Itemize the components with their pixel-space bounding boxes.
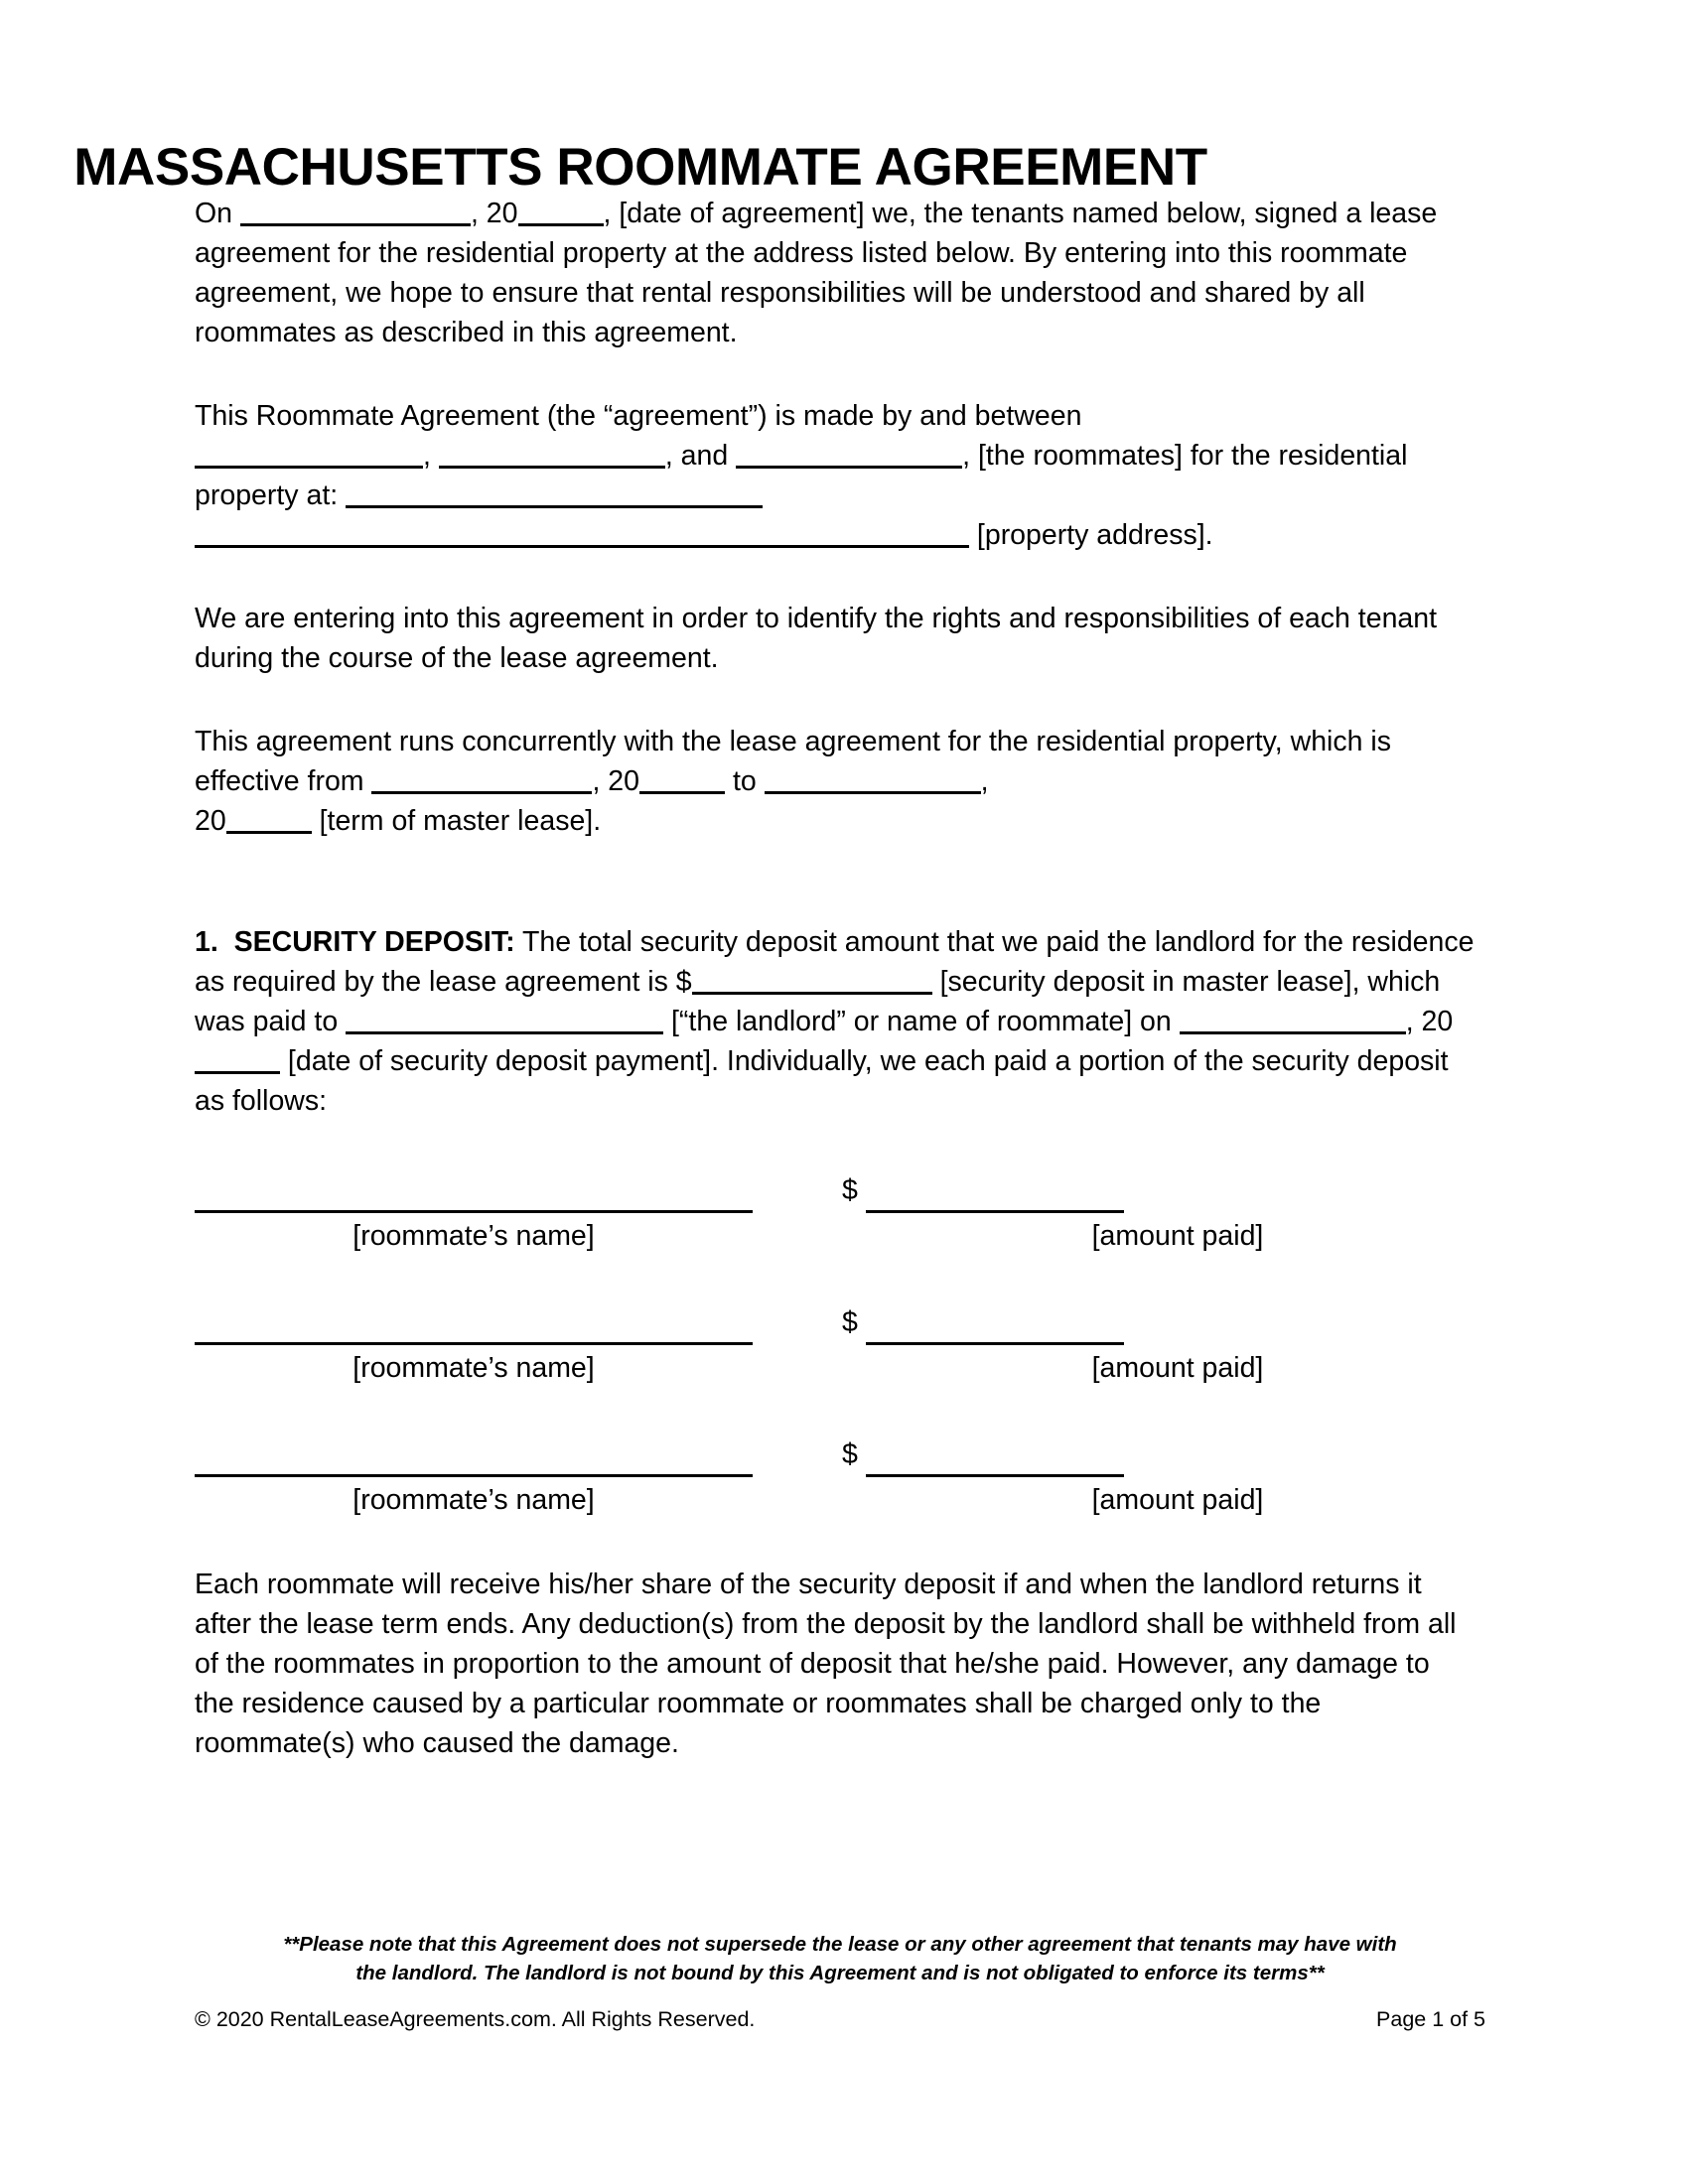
property-address-blank-line1[interactable] <box>346 483 763 508</box>
roommate-name-caption-cell <box>195 1477 753 1521</box>
dollar-sign-3: $ <box>842 1438 858 1470</box>
table-row <box>195 1297 1476 1345</box>
amount-caption-cell <box>842 1213 1476 1257</box>
spacer-cell <box>753 1429 842 1477</box>
lease-end-date-blank[interactable] <box>765 769 981 794</box>
roommate-name-caption-cell <box>195 1345 753 1389</box>
intro-p2-sep3: , [the roommates] for the residential property at: <box>195 440 1408 511</box>
section-1-body-d: , 20 <box>1405 1006 1454 1037</box>
table-caption-row <box>195 1477 1476 1521</box>
lease-start-year-blank[interactable] <box>639 769 725 794</box>
section-1-body-c: [“the landlord” or name of roommate] on <box>671 1006 1172 1037</box>
security-deposit-amount-blank[interactable] <box>692 970 932 995</box>
property-address-caption: [property address]. <box>976 519 1213 551</box>
document-body <box>195 194 1476 1763</box>
page-number: Page 1 of 5 <box>1376 2007 1485 2031</box>
intro-p2-sep1: , <box>423 440 431 472</box>
table-caption-row <box>195 1345 1476 1389</box>
section-1-body-e: [date of security deposit payment]. Individually, we each paid a portion of the security deposit as follows: <box>195 1045 1449 1117</box>
amount-caption-cell <box>842 1345 1476 1389</box>
deposit-payment-date-blank[interactable] <box>1180 1010 1406 1034</box>
section-1-heading: SECURITY DEPOSIT: <box>233 926 515 958</box>
section-1-body-b: [security deposit in master lease], which was paid to <box>195 966 1441 1037</box>
roommate-2-name-blank[interactable] <box>439 444 665 469</box>
spacer <box>195 1521 1476 1565</box>
intro-p4-term-caption: [term of master lease]. <box>319 805 602 837</box>
spacer-cell <box>753 1477 842 1521</box>
intro-paragraph-2 <box>195 396 1476 555</box>
roommate-name-line-3[interactable] <box>195 1429 753 1477</box>
amount-cell <box>842 1429 1476 1477</box>
roommate-3-name-blank[interactable] <box>736 444 962 469</box>
table-row <box>195 1164 1476 1213</box>
intro-p4-comma: , <box>980 765 989 797</box>
footer-disclaimer <box>195 1930 1485 1987</box>
roommate-name-cell <box>195 1164 753 1213</box>
spacer <box>195 678 1476 722</box>
page-title: MASSACHUSETTS ROOMMATE AGREEMENT <box>73 138 1207 197</box>
table-row <box>195 1429 1476 1477</box>
intro-p4-to: to <box>732 765 757 797</box>
spacer <box>195 352 1476 396</box>
roommate-name-caption-1: [roommate’s name] <box>352 1220 595 1252</box>
section-1-security-deposit <box>195 922 1476 1121</box>
amount-paid-caption-2: [amount paid] <box>1091 1352 1264 1384</box>
row-spacer <box>195 1257 1476 1297</box>
amount-paid-caption-1: [amount paid] <box>1091 1220 1264 1252</box>
roommate-name-caption-2: [roommate’s name] <box>352 1352 595 1384</box>
amount-cell <box>842 1297 1476 1345</box>
paid-to-blank[interactable] <box>346 1010 663 1034</box>
section-1-closing-paragraph: Each roommate will receive his/her share of the security deposit if and when the landlord returns it after the lease term ends. Any deduction(s) from the deposit by the landlord shall be withheld from all of the roommates in proportion to the amount of deposit that he/she paid. However, any damage to the residence caused by a particular roommate or roommates shall be charged only to the roommate(s) who caused the damage. <box>195 1569 1457 1759</box>
deposit-contribution-table <box>195 1164 1476 1521</box>
spacer-cell <box>753 1164 842 1213</box>
roommate-1-name-blank[interactable] <box>195 444 423 469</box>
lease-end-year-blank[interactable] <box>226 809 312 834</box>
footer-disclaimer-line-2: the landlord. The landlord is not bound by this Agreement and is not obligated to enforce its terms** <box>355 1962 1325 1984</box>
intro-paragraph-4 <box>195 722 1476 841</box>
amount-paid-line-2[interactable] <box>866 1297 1124 1345</box>
roommate-name-cell <box>195 1297 753 1345</box>
dollar-sign-2: $ <box>842 1306 858 1338</box>
amount-caption-cell <box>842 1477 1476 1521</box>
spacer <box>195 555 1476 599</box>
roommate-name-line-2[interactable] <box>195 1297 753 1345</box>
copyright-text: © 2020 RentalLeaseAgreements.com. All Rights Reserved. <box>195 2007 756 2031</box>
intro-p4-lead: This agreement runs concurrently with the lease agreement for the residential property, which is effective from <box>195 726 1391 797</box>
intro-p1-rest: , [date of agreement] we, the tenants named below, signed a lease agreement for the residential property at the address listed below. By entering into this roommate agreement, we hope to ensure that rental responsibilities will be understood and shared by all roommates as described in this agreement. <box>195 198 1438 348</box>
date-of-agreement-blank[interactable] <box>240 202 471 226</box>
intro-p4-year-label: , 20 <box>592 765 640 797</box>
row-spacer <box>195 1389 1476 1429</box>
year-of-agreement-blank[interactable] <box>518 202 604 226</box>
roommate-name-line-1[interactable] <box>195 1164 753 1213</box>
section-1-body-a: The total security deposit amount that we paid the landlord for the residence as required by the lease agreement is $ <box>195 926 1475 998</box>
intro-p2-lead: This Roommate Agreement (the “agreement”) is made by and between <box>195 400 1082 432</box>
amount-cell <box>842 1164 1476 1213</box>
roommate-name-cell <box>195 1429 753 1477</box>
intro-p2-sep2: , and <box>664 440 729 472</box>
spacer-cell <box>753 1345 842 1389</box>
intro-paragraph-3: We are entering into this agreement in order to identify the rights and responsibilities of each tenant during the course of the lease agreement. <box>195 603 1438 674</box>
amount-paid-line-1[interactable] <box>866 1164 1124 1213</box>
spacer <box>195 1121 1476 1160</box>
intro-paragraph-1 <box>195 194 1476 352</box>
table-caption-row <box>195 1213 1476 1257</box>
section-1-number: 1. <box>195 926 218 958</box>
property-address-blank-line2[interactable] <box>195 523 969 548</box>
deposit-payment-year-blank[interactable] <box>195 1049 280 1074</box>
dollar-sign-1: $ <box>842 1174 858 1206</box>
amount-paid-caption-3: [amount paid] <box>1091 1484 1264 1516</box>
footer-bar <box>195 2007 1485 2032</box>
roommate-name-caption-3: [roommate’s name] <box>352 1484 595 1516</box>
spacer-cell <box>753 1213 842 1257</box>
spacer-cell <box>753 1297 842 1345</box>
intro-p4-year2-label: 20 <box>195 805 226 837</box>
intro-p1-prefix: On <box>195 198 233 229</box>
intro-p1-year-label: , 20 <box>470 198 518 229</box>
amount-paid-line-3[interactable] <box>866 1429 1124 1477</box>
footer-disclaimer-line-1: **Please note that this Agreement does not supersede the lease or any other agreement that tenants may have with <box>283 1933 1397 1956</box>
roommate-name-caption-cell <box>195 1213 753 1257</box>
spacer <box>195 841 1476 922</box>
lease-start-date-blank[interactable] <box>371 769 592 794</box>
